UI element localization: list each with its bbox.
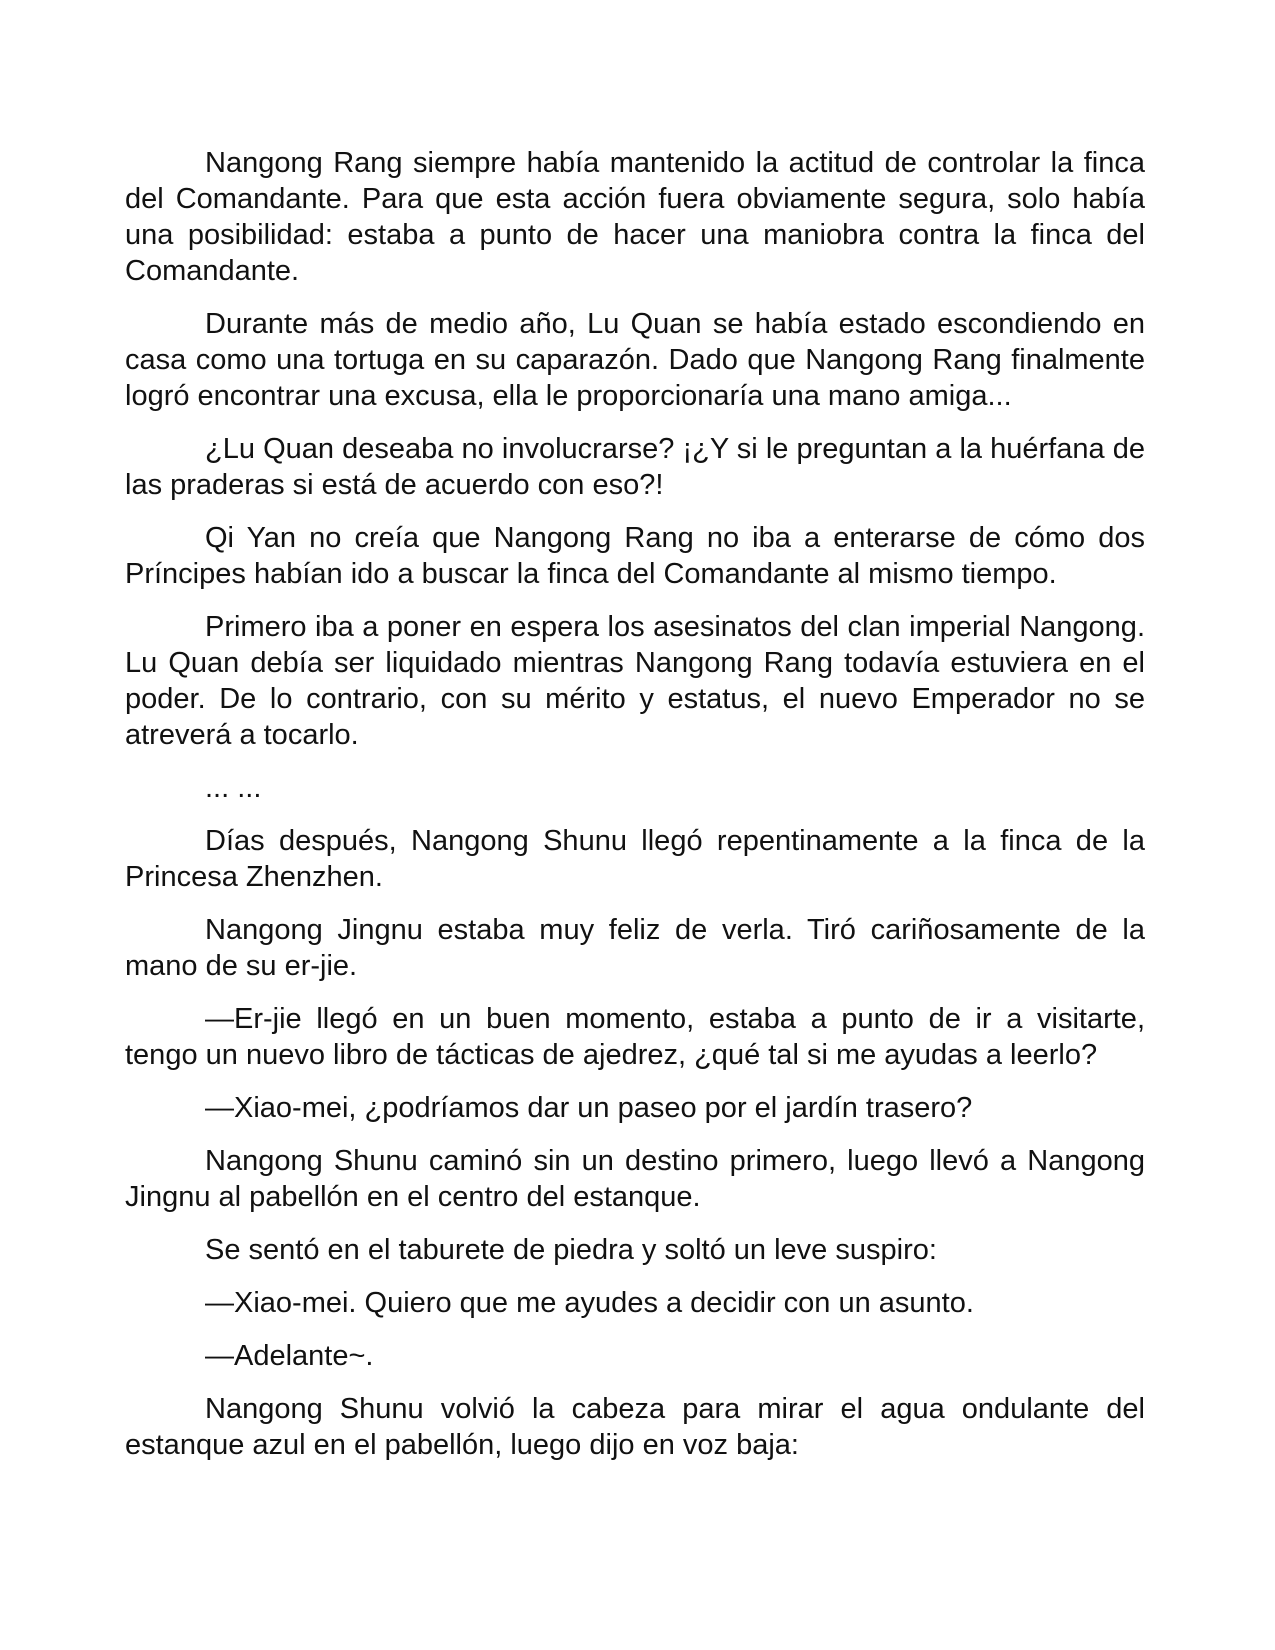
paragraph: Primero iba a poner en espera los asesinatos del clan imperial Nangong. Lu Quan debía ser liquidado mientras Nangong Rang todavía estuviera en el poder. De lo contrario, con su mérito y estatus, el nuevo Emperador no se atreverá a tocarlo.: [125, 611, 1145, 751]
dialogue-line: —Xiao-mei, ¿podríamos dar un paseo por el jardín trasero?: [205, 1092, 973, 1124]
scene-break: ... ...: [205, 772, 262, 804]
dialogue-line: —Adelante~.: [205, 1340, 374, 1372]
paragraph: Días después, Nangong Shunu llegó repentinamente a la finca de la Princesa Zhenzhen.: [125, 825, 1145, 893]
paragraph: Nangong Jingnu estaba muy feliz de verla. Tiró cariñosamente de la mano de su er-jie.: [125, 914, 1145, 982]
paragraph: ¿Lu Quan deseaba no involucrarse? ¡¿Y si le preguntan a la huérfana de las praderas si está de acuerdo con eso?!: [125, 433, 1145, 501]
paragraph: Durante más de medio año, Lu Quan se había estado escondiendo en casa como una tortuga en su caparazón. Dado que Nangong Rang finalmente logró encontrar una excusa, ella le proporcionaría una mano amiga...: [125, 308, 1145, 412]
paragraph: Qi Yan no creía que Nangong Rang no iba a enterarse de cómo dos Príncipes habían ido a buscar la finca del Comandante al mismo tiempo.: [125, 522, 1145, 590]
dialogue-line: —Xiao-mei. Quiero que me ayudes a decidir con un asunto.: [205, 1287, 974, 1319]
dialogue-line: —Er-jie llegó en un buen momento, estaba a punto de ir a visitarte, tengo un nuevo libro de tácticas de ajedrez, ¿qué tal si me ayudas a leerlo?: [125, 1003, 1145, 1071]
body-text: [125, 145, 1145, 1480]
paragraph: Nangong Rang siempre había mantenido la actitud de controlar la finca del Comandante. Para que esta acción fuera obviamente segura, solo había una posibilidad: estaba a punto de hacer una maniobra contra la finca del Comandante.: [125, 147, 1145, 287]
paragraph: Nangong Shunu caminó sin un destino primero, luego llevó a Nangong Jingnu al pabellón en el centro del estanque.: [125, 1145, 1145, 1213]
paragraph: Nangong Shunu volvió la cabeza para mirar el agua ondulante del estanque azul en el pabellón, luego dijo en voz baja:: [125, 1393, 1145, 1461]
paragraph: Se sentó en el taburete de piedra y soltó un leve suspiro:: [205, 1234, 937, 1266]
